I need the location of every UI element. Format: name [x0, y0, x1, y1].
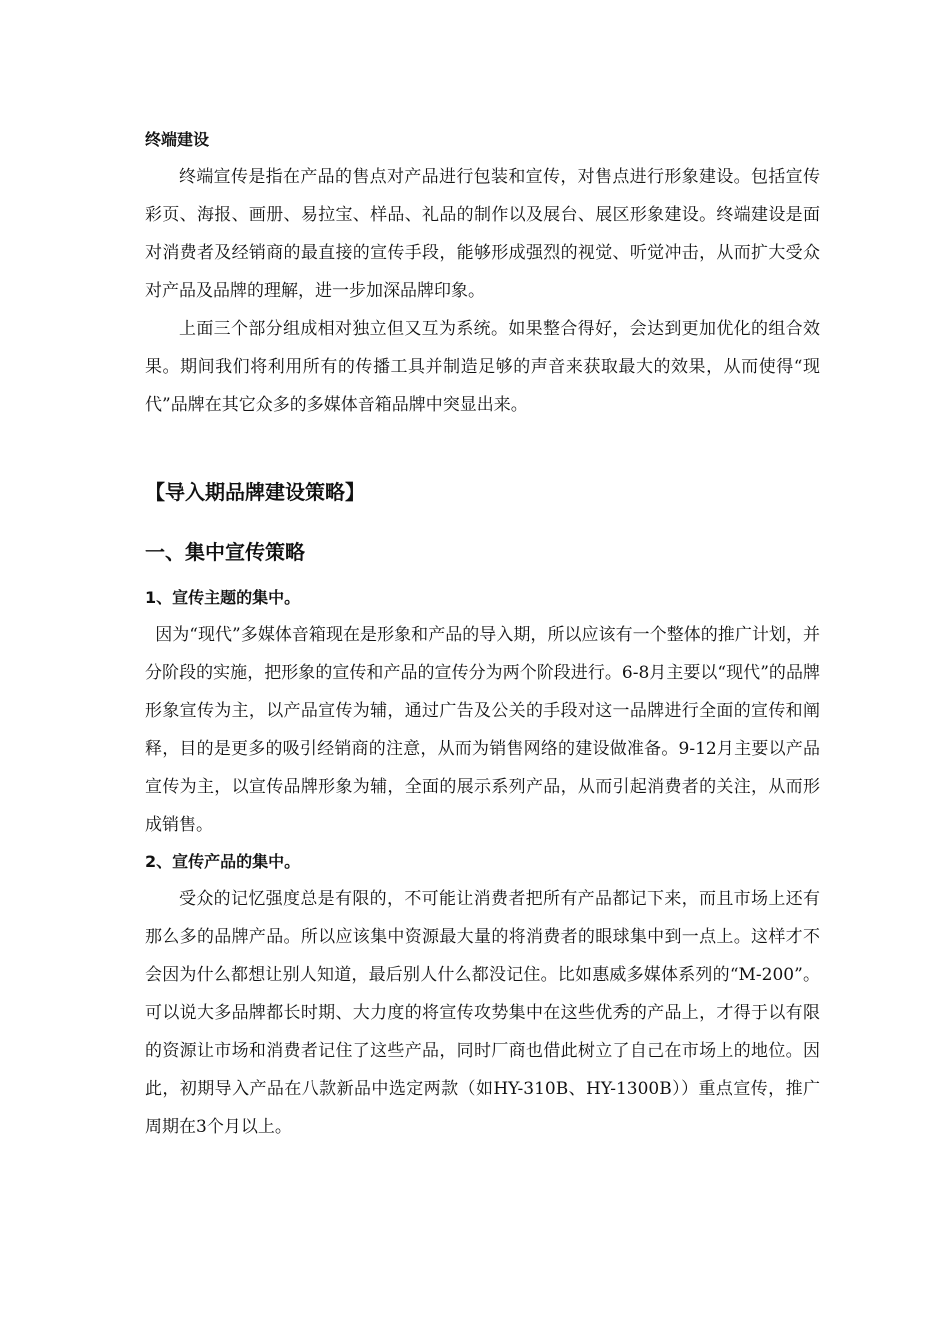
terminal-heading: 终端建设 — [145, 130, 210, 149]
spacer — [145, 424, 820, 472]
item1-heading: 1、宣传主题的集中。 — [145, 588, 301, 607]
terminal-paragraph-1: 终端宣传是指在产品的售点对产品进行包装和宣传，对售点进行形象建设。包括宣传彩页、海报、画册、易拉宝、样品、礼品的制作以及展台、展区形象建设。终端建设是面对消费者及经销商的最直接的宣传手段，能够形成强烈的视觉、听觉冲击，从而扩大受众对产品及品牌的理解，进一步加深品牌印象。 — [145, 167, 820, 301]
terminal-paragraph-2: 上面三个部分组成相对独立但又互为系统。如果整合得好，会达到更加优化的组合效果。期间我们将利用所有的传播工具并制造足够的声音来获取最大的效果，从而使得“现代”品牌在其它众多的多媒体音箱品牌中突显出来。 — [145, 319, 820, 415]
item2-paragraph: 受众的记忆强度总是有限的，不可能让消费者把所有产品都记下来，而且市场上还有那么多的品牌产品。所以应该集中资源最大量的将消费者的眼球集中到一点上。这样才不会因为什么都想让别人知道，最后别人什么都没记住。比如惠威多媒体系列的“M-200”。可以说大多品牌都长时期、大力度的将宣传攻势集中在这些优秀的产品上，才得于以有限的资源让市场和消费者记住了这些产品，同时厂商也借此树立了自己在市场上的地位。因此，初期导入产品在八款新品中选定两款（如HY-310B、HY-1300B））重点宣传，推广周期在3个月以上。 — [145, 889, 820, 1137]
item1-paragraph: 因为“现代”多媒体音箱现在是形象和产品的导入期，所以应该有一个整体的推广计划，并分阶段的实施，把形象的宣传和产品的宣传分为两个阶段进行。6-8月主要以“现代”的品牌形象宣传为主，以产品宣传为辅，通过广告及公关的手段对这一品牌进行全面的宣传和阐释，目的是更多的吸引经销商的注意，从而为销售网络的建设做准备。9-12月主要以产品宣传为主，以宣传品牌形象为辅，全面的展示系列产品，从而引起消费者的关注，从而形成销售。 — [145, 625, 820, 835]
sub-title: 一、集中宣传策略 — [145, 540, 305, 564]
section-title: 【导入期品牌建设策略】 — [145, 480, 365, 504]
item2-heading: 2、宣传产品的集中。 — [145, 852, 301, 871]
document-page — [145, 122, 820, 1146]
